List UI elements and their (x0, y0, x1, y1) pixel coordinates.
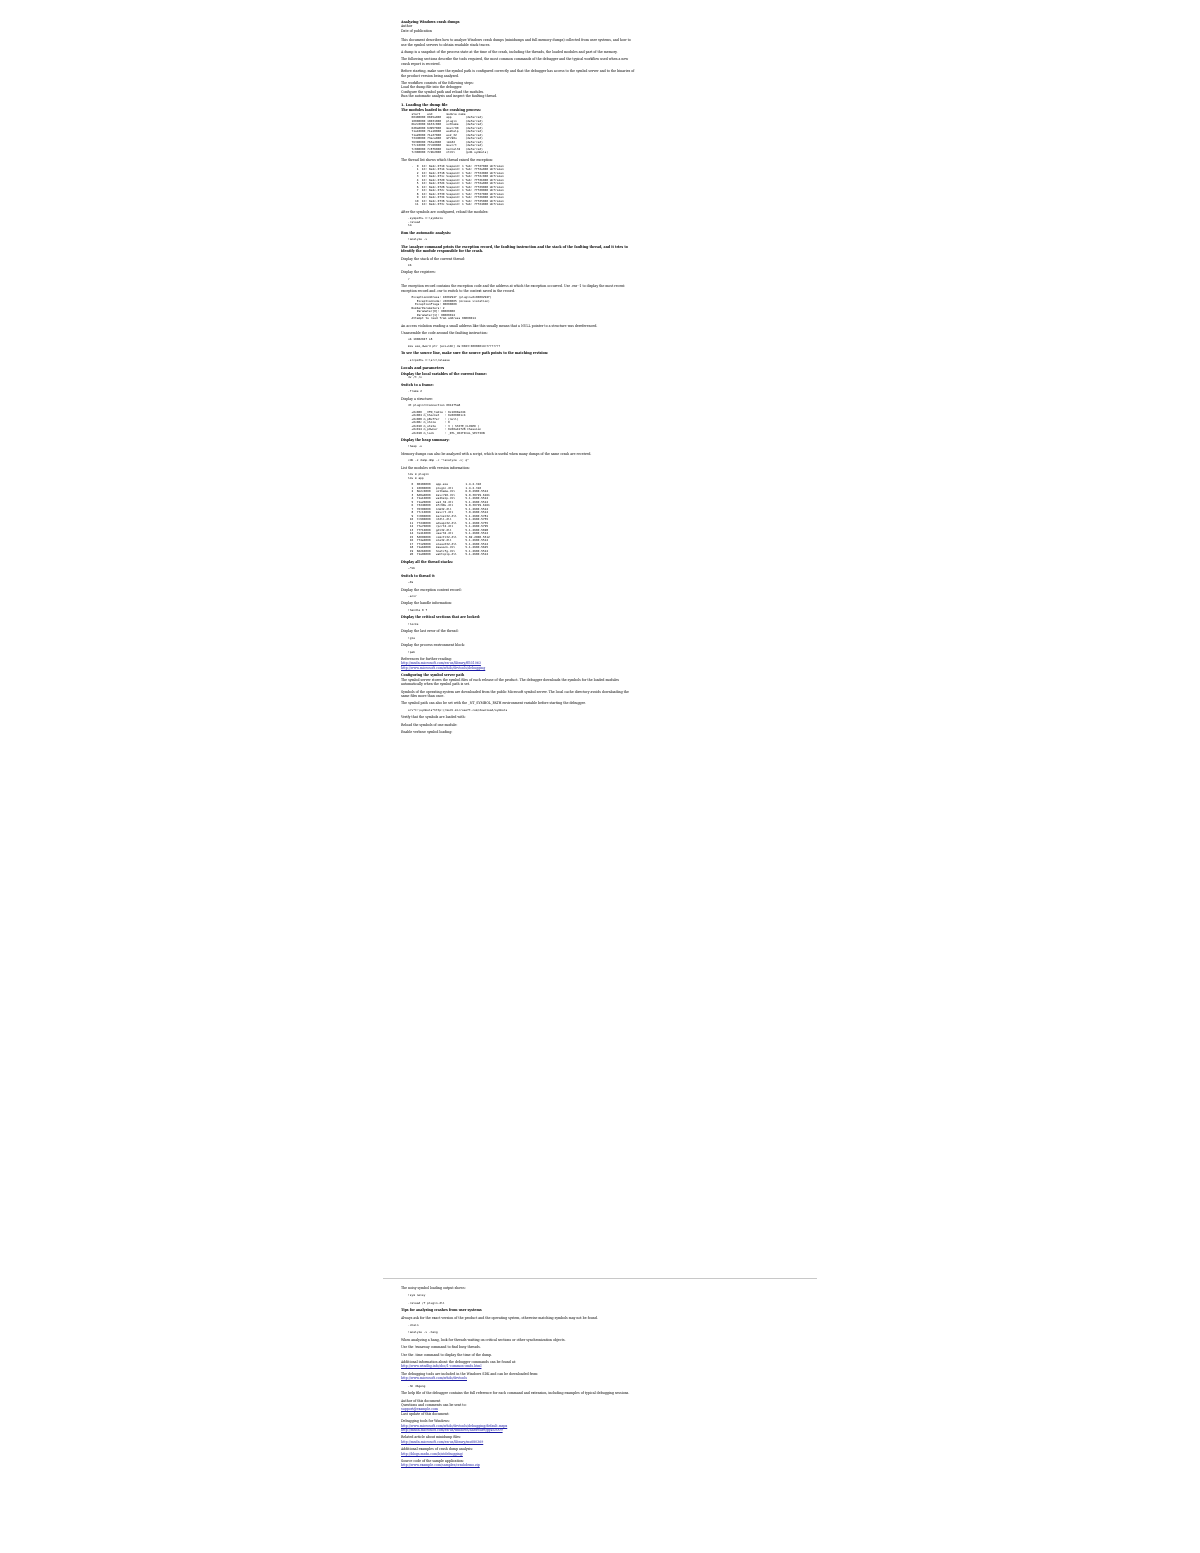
intro-paragraph: Before starting, make sure the symbol path is configured correctly and that the debugger has access to the symbol server and to the binaries of the product version being analyzed. (401, 69, 635, 78)
section-heading: 1. Loading the dump file (401, 102, 448, 107)
section-heading: Locals and parameters (401, 366, 445, 371)
paragraph: The noisy symbol loading output shows: (401, 1286, 466, 1290)
reference-link[interactable]: http://www.microsoft.com/whdc/devtools/debugging/default.mspx (401, 1423, 508, 1428)
paragraph: Display a structure: (401, 396, 433, 401)
code-block: kb (408, 262, 412, 267)
paragraph: Verify that the symbols are loaded with: (401, 715, 466, 720)
code-block: mov eax,dword ptr [ecx+14h] ds:0023:00000014=???????? (408, 343, 501, 348)
page-divider (383, 1278, 817, 1279)
paragraph: References for further reading: (401, 657, 452, 662)
paragraph: The symbol server stores the symbol files of each release of the product. The debugger downloads the symbols for the loaded modules automatically when the symbol path is set. (401, 677, 620, 687)
paragraph: Debugging tools for Windows: (401, 1419, 450, 1424)
reference-link[interactable]: http://msdn.microsoft.com/en-us/library/ff551063 (401, 661, 481, 666)
intro-paragraph: The following sections describe the tools required, the most common commands of the debugger and the typical workflow used when a new crash report is received. (401, 57, 629, 66)
section-subheading: The thread list shows which thread raised the exception: (401, 157, 494, 162)
paragraph: Additional examples of crash dump analysis: (401, 1447, 474, 1452)
code-block: .hh dbgeng (408, 1383, 426, 1388)
paragraph: Display all the thread stacks: (401, 559, 454, 564)
checklist-item: Load the dump file into the debugger. (401, 85, 463, 90)
code-block: !peb (408, 649, 415, 654)
code-block: +0x000 __VFN_table : 0x1000a2d4 +0x004 m_hSocket : 0x000001c4 +0x008 m_pBuffer : (null) +0x00c m_nSize : 0 +0x010 m_state : 3 ( STATE_CLOSED ) +0x014 m_pOwner : 0x00a41f28 CSession +0x018 m_lock : _RTL_CRITICAL_SECTION (411, 409, 485, 435)
code-block: !gle (408, 635, 415, 640)
paragraph: Unassemble the code around the faulting instruction: (401, 331, 488, 336)
paragraph: Source code of the sample application: (401, 1458, 464, 1463)
reference-link[interactable]: http://www.example.com/samples/crashdemo.zip (401, 1463, 480, 1468)
code-block: !analyze -v (408, 237, 428, 242)
paragraph: Display the critical sections that are locked: (401, 615, 481, 620)
code-block: srv*C:\symbols*http://msdl.microsoft.com/download/symbols (408, 707, 508, 712)
checklist-item: Configure the symbol path and reload the modules. (401, 89, 485, 94)
code-block: cdb -z dump.dmp -c "!analyze -v; q" (408, 458, 469, 463)
reference-link[interactable]: http://msdn.microsoft.com/en-us/windows/hardware/gg463009 (401, 1427, 503, 1432)
intro-paragraph: A dump is a snapshot of the process state at the time of the crash, including the threads, the loaded modules and part of the memory. (401, 50, 618, 55)
paragraph: The !analyze command prints the exception record, the faulting instruction and the stack of the faulting thread, and it tries to identify the module responsible for the crash. (401, 244, 628, 254)
paragraph: Reload the symbols of one module: (401, 722, 458, 727)
paragraph: The help file of the debugger contains the full reference for each command and extension, including examples of typical debugging sessions. (401, 1391, 630, 1396)
reference-link[interactable]: http://msdn.microsoft.com/en-us/library/ms680369 (401, 1439, 484, 1444)
paragraph: Display the heap summary: (401, 438, 450, 442)
code-block: dv /t /v (408, 375, 422, 380)
reference-link[interactable]: http://www.windbg.info/doc/1-common-cmds.html (401, 1364, 482, 1369)
document-title: Analyzing Windows crash dumps (401, 20, 460, 24)
paragraph: Display the process environment block: (401, 643, 465, 648)
paragraph: The exception record contains the exception code and the address at which the exception occurred. Use .exr -1 to display the most recent exception record and .cxr to switch to the context saved in the record. (401, 284, 625, 293)
paragraph: Run the automatic analysis: (401, 230, 451, 235)
reference-link[interactable]: http://www.microsoft.com/whdc/devtools/debugging (401, 665, 486, 670)
document-author: Author (401, 24, 413, 29)
paragraph: The symbol path can also be set with the _NT_SYMBOL_PATH environment variable before starting the debugger. (401, 701, 586, 706)
paragraph: Display the local variables of the current frame: (401, 371, 487, 376)
code-block: !handle 0 f (408, 607, 428, 612)
paragraph: Use the .time command to display the time of the dump. (401, 1352, 493, 1357)
paragraph: After the symbols are configured, reload the modules: (401, 209, 489, 214)
code-block: ub 1000294f L8 (408, 337, 433, 342)
code-block: !analyze -v -hang (408, 1330, 438, 1335)
paragraph: Symbols of the operating system are downloaded from the public Microsoft symbol server. The local cache directory avoids downloading the same files more than once. (401, 689, 629, 698)
paragraph: The debugging tools are included in the Windows SDK and can be downloaded from: (401, 1371, 539, 1376)
section-heading: Tips for analyzing crashes from user systems (401, 1308, 482, 1313)
contact-line: Last update of this document: (401, 1411, 450, 1416)
paragraph: Display the stack of the current thread: (401, 256, 465, 261)
paragraph: Display the last error of the thread: (401, 629, 459, 634)
paragraph: An access violation reading a small address like this usually means that a NULL pointer to a structure was dereferenced. (401, 323, 598, 328)
paragraph: Switch to a frame: (401, 382, 434, 387)
code-block: start end module name 00400000 0045a000 app (deferred) 10000000 10031000 plugin (deferred) 6b2c0000 6b33c000 uxtheme (deferred) 6d8a0000 6d95f000 msvcr90 (deferred) 71a10000 71a18000 ws2help (deferred) 71a20000 71a37000 ws2_32 (deferred) 73dd0000 73ece000 mfc90u (deferred) 76390000 763ad000 imm32 (deferred) 77c10000 77c68000 msvcrt (deferred) 7c800000 7c8f6000 kernel32 (deferred) 7c900000 7c9b2000 ntdll (pdb symbols) (411, 111, 489, 154)
paragraph: Display the handle information: (401, 601, 453, 606)
code-block: .chain (408, 1323, 419, 1328)
paragraph: Related article about minidump files: (401, 1435, 462, 1440)
code-block: .frame 2 (408, 389, 422, 394)
code-block: .reload /f plugin.dll (408, 1300, 445, 1305)
checklist-item: Run the automatic analysis and inspect the faulting thread. (401, 94, 498, 99)
paragraph: Use the !runaway command to find busy threads. (401, 1345, 481, 1350)
checklist-intro: The workflow consists of the following steps: (401, 81, 474, 86)
code-block: r (408, 276, 410, 281)
intro-paragraph: This document describes how to analyze Windows crash dumps (minidumps and full memory dumps) collected from user systems, and how to use the symbol servers to obtain readable stack traces. (401, 38, 631, 47)
contact-link[interactable]: support@example.com (401, 1407, 438, 1412)
code-block: !sym noisy (408, 1293, 426, 1298)
section-subheading: The modules loaded in the crashing process: (401, 108, 482, 113)
paragraph: Display the registers: (401, 270, 436, 275)
code-block: .srcpath+ C:\src\release (408, 357, 450, 362)
paragraph: Additional information about the debugger commands can be found at: (401, 1360, 517, 1365)
code-block: . 0 Id: 0e4c.0f10 Suspend: 1 Teb: 7ffdf000 Unfrozen 1 Id: 0e4c.0f14 Suspend: 1 Teb: 7ffde000 Unfrozen 2 Id: 0e4c.0f18 Suspend: 1 Teb: 7ffdd000 Unfrozen 3 Id: 0e4c.0f1c Suspend: 1 Teb: 7ffdc000 Unfrozen 4 Id: 0e4c.0f20 Suspend: 1 Teb: 7ffdb000 Unfrozen 5 Id: 0e4c.0f24 Suspend: 1 Teb: 7ffda000 Unfrozen 6 Id: 0e4c.0f28 Suspend: 1 Teb: 7ffd9000 Unfrozen 7 Id: 0e4c.0f2c Suspend: 1 Teb: 7ffd8000 Unfrozen 8 Id: 0e4c.0f30 Suspend: 1 Teb: 7ffd7000 Unfrozen 9 Id: 0e4c.0f34 Suspend: 1 Teb: 7ffd6000 Unfrozen 10 Id: 0e4c.0f38 Suspend: 1 Teb: 7ffd5000 Unfrozen 11 Id: 0e4c.0f3c Suspend: 1 Teb: 7ffd4000 Unfrozen (411, 163, 504, 207)
code-block: !locks (408, 621, 419, 626)
title-block (401, 20, 637, 33)
code-block: .ecxr (408, 593, 417, 598)
paragraph: To see the source line, make sure the source path points to the matching revision: (401, 351, 549, 356)
code-block: 0 00400000 app.exe 1.4.2.310 1 10000000 plugin.dll 1.4.2.310 2 6b2c0000 uxtheme.dll 6.0.2900.5512 3 6d8a0000 msvcr90.dll 9.0.30729.6161 4 71a10000 ws2help.dll 5.1.2600.5512 5 71a20000 ws2_32.dll 5.1.2600.5512 6 73dd0000 mfc90u.dll 9.0.30729.6161 7 76390000 imm32.dll 5.1.2600.5512 8 77c10000 msvcrt.dll 7.0.2600.5512 9 7c800000 kernel32.dll 5.1.2600.5781 10 7c900000 ntdll.dll 5.1.2600.5755 11 77dd0000 advapi32.dll 5.1.2600.5755 12 77e70000 rpcrt4.dll 5.1.2600.5795 13 77f10000 gdi32.dll 5.1.2600.5698 14 7e410000 user32.dll 5.1.2600.5512 15 5d090000 comctl32.dll 5.82.2900.5512 16 774e0000 ole32.dll 5.1.2600.5512 17 77120000 oleaut32.dll 5.1.2600.5512 18 71ab0000 mswsock.dll 5.1.2600.5625 19 662b0000 hnetcfg.dll 5.1.2600.5512 20 71a90000 wshtcpip.dll 5.1.2600.5512 (409, 482, 490, 557)
section-heading: Configuring the symbol server path (401, 673, 465, 678)
reference-link[interactable]: http://www.microsoft.com/whdc/devtools (401, 1376, 467, 1381)
paragraph: Switch to thread 0: (401, 573, 436, 578)
paragraph: When analyzing a hang, look for threads waiting on critical sections or other synchronization objects. (401, 1337, 566, 1342)
code-block: !heap -s (408, 444, 422, 449)
contact-line: Questions and comments can be sent to: (401, 1402, 467, 1407)
code-block: dt plugin!CConnection 0012f5a8 (408, 403, 461, 407)
paragraph: Enable verbose symbol loading: (401, 730, 453, 735)
paragraph: List the modules with version information: (401, 465, 470, 470)
document (401, 20, 637, 737)
code-block: .sympath+ C:\symbols .reload lm (408, 216, 443, 228)
reference-link[interactable]: http://blogs.msdn.com/b/ntdebugging/ (401, 1451, 463, 1456)
paragraph: Display the exception context record: (401, 587, 462, 592)
code-block: lmv m plugin lmv m app (408, 472, 429, 480)
paragraph: Always ask for the exact version of the product and the operating system, otherwise matching symbols may not be found. (401, 1315, 598, 1320)
code-block: ExceptionAddress: 1000294f (plugin+0x0000294f) ExceptionCode: c0000005 (Access violation) ExceptionFlags: 00000000 NumberParameters: 2 Parameter[0]: 00000000 Parameter[1]: 00000014 Attempt to read from address 00000014 (411, 295, 492, 321)
code-block: ~0s (408, 580, 414, 585)
paragraph: Memory dumps can also be analyzed with a script, which is useful when many dumps of the same crash are received. (401, 451, 592, 456)
code-block: ~*kb (408, 566, 415, 571)
contact-line: Author of this document (401, 1398, 441, 1403)
document-date: Date of publication (401, 28, 432, 33)
document-continued (401, 1286, 637, 1468)
